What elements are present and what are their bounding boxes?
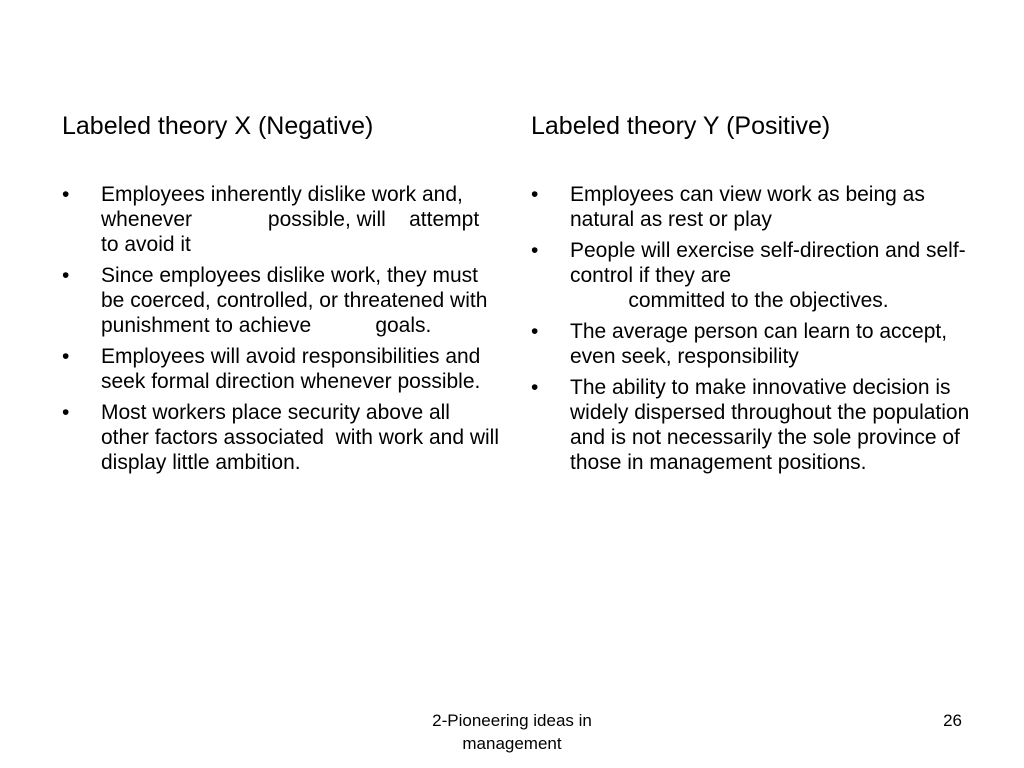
bullet-text: Employees inherently dislike work and, whenever possible, will attempt to avoid it — [101, 183, 485, 256]
list-item — [62, 182, 502, 257]
bullet-icon: • — [531, 320, 539, 343]
theory-y-bullet-list — [531, 182, 976, 481]
bullet-text: Employees can view work as being as natural as rest or play — [570, 183, 931, 231]
list-item — [62, 344, 502, 394]
bullet-icon: • — [62, 401, 70, 424]
bullet-icon: • — [531, 183, 539, 206]
bullet-text: Since employees dislike work, they must be coerced, controlled, or threatened with punishment to achieve goals. — [101, 264, 494, 337]
bullet-text: People will exercise self-direction and self-control if they are committed to the objectives. — [570, 239, 966, 312]
list-item — [62, 263, 502, 338]
list-item — [62, 400, 505, 475]
list-item — [531, 375, 976, 475]
list-item — [531, 182, 971, 232]
footer-title: 2-Pioneering ideas in management — [432, 711, 592, 753]
bullet-text: Employees will avoid responsibilities and seek formal direction whenever possible. — [101, 345, 487, 393]
bullet-text: The average person can learn to accept, even seek, responsibility — [570, 320, 953, 368]
list-item — [531, 319, 971, 369]
theory-x-bullet-list — [62, 182, 505, 481]
bullet-icon: • — [62, 183, 70, 206]
theory-y-heading: Labeled theory Y (Positive) — [531, 112, 831, 140]
bullet-text: The ability to make innovative decision is widely dispersed throughout the population and is not necessarily the sole province of those in management positions. — [570, 376, 976, 474]
bullet-icon: • — [62, 264, 70, 287]
bullet-icon: • — [531, 239, 539, 262]
bullet-icon: • — [531, 376, 539, 399]
bullet-text: Most workers place security above all other factors associated with work and will display little ambition. — [101, 401, 505, 474]
list-item — [531, 238, 971, 313]
bullet-icon: • — [62, 345, 70, 368]
page-number: 26 — [943, 711, 962, 730]
theory-x-heading: Labeled theory X (Negative) — [62, 112, 374, 140]
